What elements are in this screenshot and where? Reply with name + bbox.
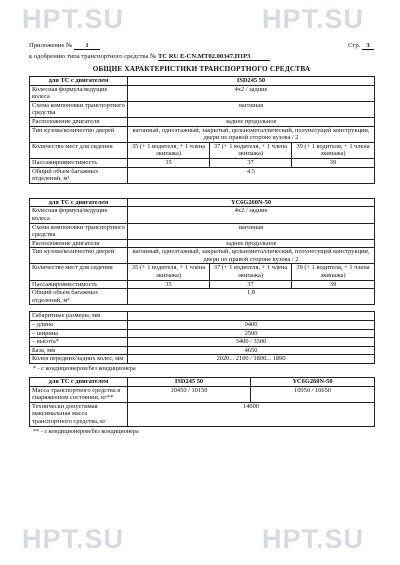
engine-name: ISD245 50 <box>128 77 375 86</box>
curb-mass-value: 10950 / 10650 <box>251 386 375 402</box>
table-row <box>30 77 375 86</box>
engine-position-value: заднее продольное <box>128 239 375 248</box>
table-row <box>30 85 375 101</box>
row-label: Схема компоновки транспортного средства <box>30 223 128 239</box>
dimensions-title: Габаритные размеры, мм <box>30 312 128 321</box>
row-label: – высота* <box>30 338 128 347</box>
characteristics-table-isd245 <box>29 76 375 184</box>
table-row <box>30 248 375 264</box>
appendix-label: Приложение № <box>29 42 73 49</box>
document-page <box>29 42 374 436</box>
table-row <box>30 198 375 207</box>
length-value: 9400 <box>128 321 375 330</box>
footnote-conditioner: * - с кондиционером/без кондиционера <box>33 365 136 372</box>
row-label: Технически допустимая максимальная масса транспортного средства, кг <box>30 402 128 426</box>
table-row <box>30 264 375 280</box>
table-row <box>30 321 375 330</box>
mass-table <box>29 377 375 427</box>
table-row <box>30 101 375 117</box>
seats-value: 39 (+ 1 водителя, + 1 члена экипажа) <box>292 142 375 158</box>
luggage-value: 1.8 <box>128 289 375 305</box>
approval-line <box>29 53 270 60</box>
table-row <box>30 117 375 126</box>
body-type-value: вагонный, одноэтажный, закрытый, цельнометаллический, полунесущей конструкции, двери по правой стороне кузова / 2 <box>128 248 375 264</box>
row-label: Тип кузова/количество дверей <box>30 126 128 142</box>
watermark: HPT.SU <box>22 524 125 554</box>
capacity-value: 35 <box>128 280 210 289</box>
table-row <box>30 355 375 364</box>
capacity-value: 39 <box>292 280 375 289</box>
track-value: 2020... 2100 / 1800... 1890 <box>128 355 375 364</box>
wheel-formula-value: 4x2 / задние <box>128 207 375 223</box>
luggage-value: 4.5 <box>128 167 375 183</box>
row-label: Количество мест для сидения <box>30 142 128 158</box>
table-row <box>30 280 375 289</box>
table-row <box>30 289 375 305</box>
row-label: Колесная формула/ведущие колеса <box>30 85 128 101</box>
head-label: для ТС с двигателем <box>30 198 128 207</box>
table-row <box>30 142 375 158</box>
page-number: 3 <box>362 42 374 50</box>
curb-mass-value: 10450 / 10150 <box>128 386 251 402</box>
table-row <box>30 346 375 355</box>
approval-number: TC RU E-CN.MT02.00347.П1Р3 <box>158 53 271 61</box>
table-spacer <box>30 305 375 312</box>
row-label: Масса транспортного средства в снаряженном состоянии, кг** <box>30 386 128 402</box>
head-label: для ТС с двигателем <box>30 378 128 387</box>
seats-value: 35 (+ 1 водителя, + 1 члена экипажа) <box>128 264 210 280</box>
appendix-number: 1 <box>74 42 100 50</box>
table-row <box>30 386 375 402</box>
layout-value: вагонная <box>128 223 375 239</box>
seats-value: 37 (+ 1 водителя, + 1 члена экипажа) <box>210 264 292 280</box>
seats-value: 37 (+ 1 водителя, + 1 члена экипажа) <box>210 142 292 158</box>
row-label: – длина <box>30 321 128 330</box>
seats-value: 39 (+ 1 водителя, + 1 члена экипажа) <box>292 264 375 280</box>
appendix-line <box>29 42 100 50</box>
table-row <box>30 378 375 387</box>
height-value: 3400 / 3300 <box>128 338 375 347</box>
row-label: Расположение двигателя <box>30 117 128 126</box>
wheel-formula-value: 4x2 / задние <box>128 85 375 101</box>
watermark: HPT.SU <box>262 4 365 34</box>
engine-position-value: заднее продольное <box>128 117 375 126</box>
engine-name: YC6G260N-50 <box>251 378 375 387</box>
table-row <box>30 207 375 223</box>
row-label: – ширина <box>30 329 128 338</box>
row-label: Колея передних/задних колес, мм <box>30 355 128 364</box>
capacity-value: 37 <box>210 280 292 289</box>
watermark: HPT.SU <box>22 4 125 34</box>
row-label: Общий объем багажных отделений, м³ <box>30 167 128 183</box>
table-row <box>30 239 375 248</box>
max-mass-value: 14000 <box>128 402 375 426</box>
row-label: База, мм <box>30 346 128 355</box>
table-row <box>30 329 375 338</box>
row-label: Колесная формула/ведущие колеса <box>30 207 128 223</box>
characteristics-table-yc6g260n <box>29 198 375 364</box>
capacity-value: 39 <box>292 158 375 167</box>
row-label: Пассажировместимость <box>30 280 128 289</box>
document-header <box>29 42 374 64</box>
row-label: Общий объем багажных отделений, м³ <box>30 289 128 305</box>
watermark: HPT.SU <box>262 524 365 554</box>
head-label: для ТС с двигателем <box>30 77 128 86</box>
page-label: Стр. <box>348 42 361 49</box>
table-row <box>30 223 375 239</box>
body-type-value: вагонный, одноэтажный, закрытый, цельнометаллический, полунесущей конструкции, двери по правой стороне кузова / 2 <box>128 126 375 142</box>
row-label: Схема компоновки транспортного средства <box>30 101 128 117</box>
footnote-conditioner-mass: ** - с кондиционером/без кондиционера <box>33 427 139 435</box>
table-row <box>30 338 375 347</box>
capacity-value: 37 <box>210 158 292 167</box>
seats-value: 35 (+ 1 водителя, + 1 члена экипажа) <box>128 142 210 158</box>
width-value: 2500 <box>128 329 375 338</box>
table-row <box>30 167 375 183</box>
table-row <box>30 312 375 321</box>
layout-value: вагонная <box>128 101 375 117</box>
row-label: Пассажировместимость <box>30 158 128 167</box>
approval-label: к одобрению типа транспортного средства № <box>29 53 157 60</box>
engine-name: YC6G260N-50 <box>128 198 375 207</box>
engine-name: ISD245 50 <box>128 378 251 387</box>
capacity-value: 35 <box>128 158 210 167</box>
page-line <box>348 42 374 50</box>
table-row <box>30 126 375 142</box>
table-row <box>30 402 375 426</box>
table-row <box>30 158 375 167</box>
row-label: Тип кузова/количество дверей <box>30 248 128 264</box>
wheelbase-value: 4650 <box>128 346 375 355</box>
page-title: ОБЩИЕ ХАРАКТЕРИСТИКИ ТРАНСПОРТНОГО СРЕДСТВА <box>92 65 311 73</box>
row-label: Расположение двигателя <box>30 239 128 248</box>
row-label: Количество мест для сидения <box>30 264 128 280</box>
